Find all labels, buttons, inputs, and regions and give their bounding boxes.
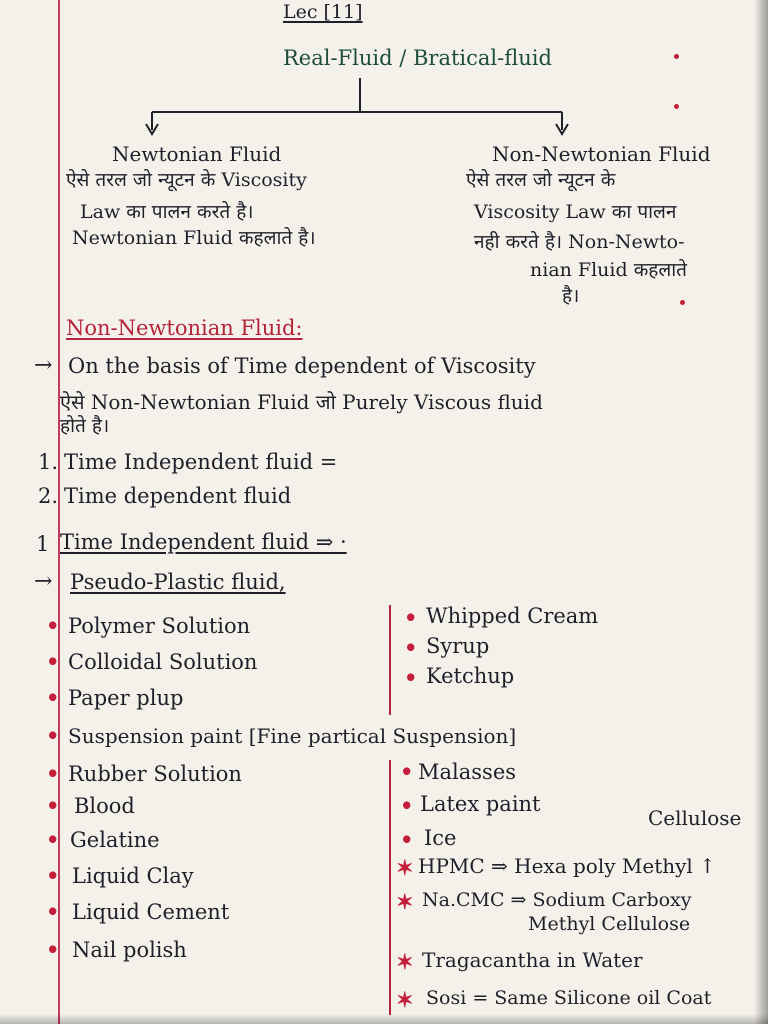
star-icon: ✶ [396,987,414,1012]
margin-dot [680,300,685,305]
example-item: Latex paint [420,792,541,816]
bullet: • [46,761,60,786]
non-newtonian-line-2: Viscosity Law का पालन [474,201,677,223]
bullet: • [46,827,60,852]
non-newtonian-line-3: नही करते है। Non-Newto- [474,231,685,253]
newtonian-line-2: Law का पालन करते है। [80,201,254,223]
example-item: Colloidal Solution [68,650,258,674]
non-newtonian-line-1: ऐसे तरल जो न्यूटन के [466,169,616,191]
bullet: • [46,613,60,638]
example-item: Ice [424,826,457,850]
bullet: • [404,635,418,660]
star-icon: ✶ [396,855,414,880]
bullet: • [46,863,60,888]
example-item: Nail polish [72,938,187,962]
example-item: Liquid Cement [72,900,230,924]
starred-item: Na.CMC ⇒ Sodium Carboxy [422,889,692,911]
example-item: Gelatine [70,828,160,852]
newtonian-heading: Newtonian Fluid [112,142,282,166]
list-item-2: Time dependent fluid [64,484,292,508]
example-item: Malasses [418,760,517,784]
bullet: • [46,723,60,748]
starred-item: HPMC ⇒ Hexa poly Methyl ↑ [418,854,716,878]
example-item: Ketchup [426,664,515,688]
example-item: Whipped Cream [426,604,599,628]
starred-item: Sosi = Same Silicone oil Coat [426,987,712,1009]
example-item: Polymer Solution [68,614,251,638]
cellulose-note: Cellulose [648,806,742,830]
bullet: • [404,665,418,690]
non-newtonian-line-5: है। [562,285,580,307]
list-item-1: Time Independent fluid = [64,450,338,474]
star-icon: ✶ [396,949,414,974]
basis-text: On the basis of Time dependent of Viscosity [68,354,536,378]
star-icon: ✶ [396,889,414,914]
basis-line-3: होते है। [60,415,110,437]
sub-number: 1 [36,532,50,556]
section-heading: Non-Newtonian Fluid: [66,316,303,340]
non-newtonian-line-4: nian Fluid कहलाते [530,259,688,281]
non-newtonian-heading: Non-Newtonian Fluid [492,142,711,166]
basis-arrow: → [34,353,53,378]
example-item: Syrup [426,634,490,658]
bullet: • [46,937,60,962]
bullet: • [46,685,60,710]
newtonian-line-3: Newtonian Fluid कहलाते है। [72,227,316,249]
bullet: • [400,793,414,818]
starred-item-cont: Methyl Cellulose [528,913,691,935]
bullet: • [46,793,60,818]
pseudo-heading: Pseudo-Plastic fluid, [70,570,286,594]
list-num-1: 1. [38,450,59,474]
example-item: Blood [74,794,135,818]
page-title: Real-Fluid / Bratical-fluid [283,46,552,70]
sub-heading: Time Independent fluid ⇒ · [60,530,347,554]
bullet: • [46,899,60,924]
basis-line-2: ऐसे Non-Newtonian Fluid जो Purely Viscous fluid [60,390,543,414]
example-item: Suspension paint [Fine partical Suspension] [68,724,517,748]
bullet: • [404,605,418,630]
example-item: Liquid Clay [72,864,194,888]
pseudo-arrow: → [34,569,53,594]
starred-item: Tragacantha in Water [422,948,643,972]
margin-dot [674,104,679,109]
bullet: • [400,759,414,784]
example-item: Paper plup [68,686,184,710]
lecture-number: Lec [11] [283,1,363,23]
list-num-2: 2. [38,484,59,508]
example-item: Rubber Solution [68,762,242,786]
bullet: • [400,827,414,852]
margin-dot [674,54,679,59]
bullet: • [46,649,60,674]
newtonian-line-1: ऐसे तरल जो न्यूटन के Viscosity [66,169,307,191]
